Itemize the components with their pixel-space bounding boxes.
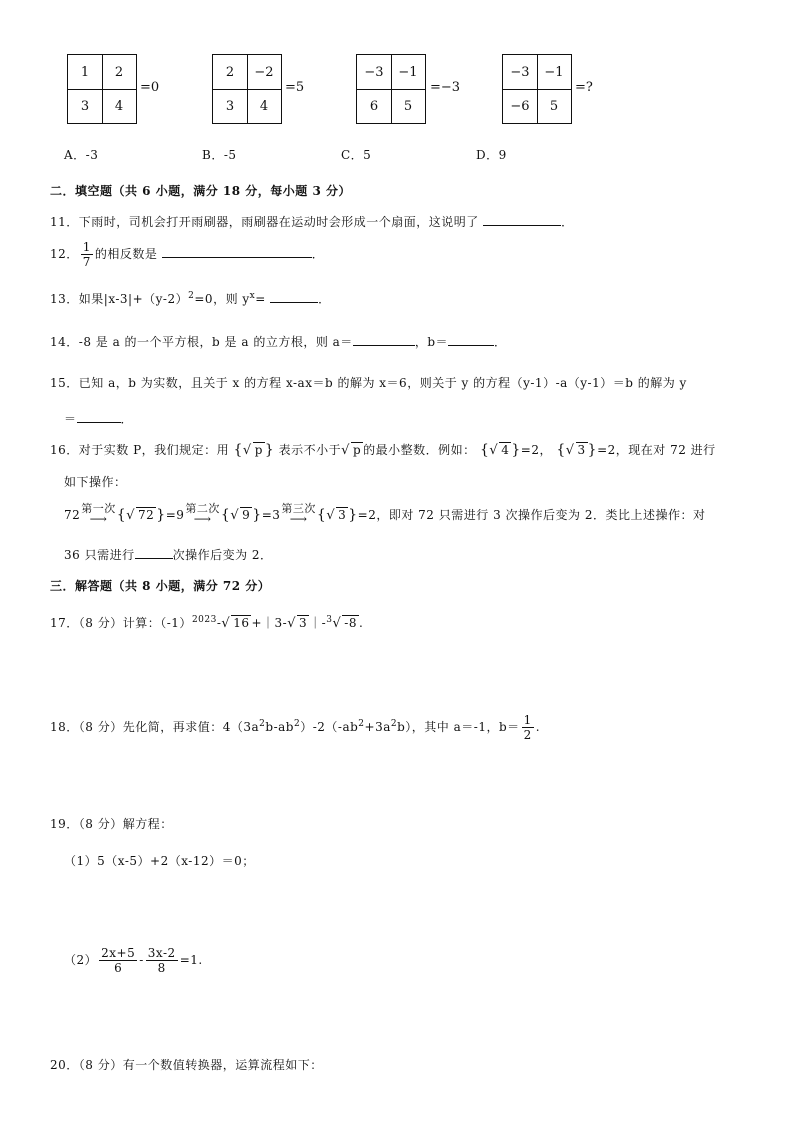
option-c: C．5 bbox=[341, 148, 372, 162]
grid-cell: 5 bbox=[403, 98, 413, 114]
q12-text: 的相反数是 bbox=[94, 247, 158, 261]
grid-cell: −1 bbox=[398, 64, 418, 80]
question-15-line-2: ＝ ． bbox=[64, 412, 134, 426]
question-19-title: 19．（8 分）解方程： bbox=[50, 817, 173, 831]
grid-result: =0 bbox=[140, 80, 160, 95]
grid-cell: −1 bbox=[544, 64, 564, 80]
grid-result: =? bbox=[575, 80, 593, 95]
fraction: $\frac{3x-2}{8}$ bbox=[147, 946, 176, 975]
q11-text: 11．下雨时，司机会打开雨刷器，雨刷器在运动时会形成一个扇面，这说明了 bbox=[50, 215, 479, 229]
fraction: $\frac{2x+5}{6}$ bbox=[101, 946, 136, 975]
question-18: 18．（8 分）先化简，再求值：$4(3a^2b-ab^2)-2(-ab^2+3a^2b)$，其中 a＝-1，b＝ $\frac{1}{2}$ . bbox=[50, 713, 541, 742]
question-15-line-1: 15．已知 a，b 为实数，且关于 x 的方程 x-ax＝b 的解为 x＝6，则关于 y 的方程（y-1）-a（y-1）＝b 的解为 y bbox=[50, 376, 687, 390]
grid-cell: 1 bbox=[80, 64, 90, 80]
question-11: 11．下雨时，司机会打开雨刷器，雨刷器在运动时会形成一个扇面，这说明了 ． bbox=[50, 215, 574, 229]
question-16-line-1: 16．对于实数 P，我们规定：用 {√ p } 表示不小于√ p 的最小整数．例如： {√ 4 }=2， {√ 3 }=2，现在对 72 进行 bbox=[50, 442, 716, 458]
answer-blank[interactable] bbox=[77, 410, 121, 423]
arrow-step-3: 第三次 ⟶ bbox=[281, 502, 316, 526]
grid-cell: 5 bbox=[549, 98, 559, 114]
question-19-part-1: （1）5（x-5）+2（x-12）＝0； bbox=[64, 854, 255, 868]
grid-result: =5 bbox=[285, 80, 305, 95]
grid-cell: 3 bbox=[80, 98, 90, 114]
section-2-heading: 二．填空题（共 6 小题，满分 18 分，每小题 3 分） bbox=[50, 184, 351, 198]
arrow-step-1: 第一次 ⟶ bbox=[81, 502, 116, 526]
question-17: 17．（8 分）计算：$(-1)^{2023}-√$ 16 +｜3-√ 3 ｜-$^3$√ -8 . bbox=[50, 615, 364, 631]
grid-cell: −6 bbox=[510, 98, 530, 114]
answer-blank[interactable] bbox=[483, 213, 561, 226]
grid-cell: −2 bbox=[254, 64, 274, 80]
grid-b bbox=[212, 54, 282, 124]
question-16-line-4: 36 只需进行 次操作后变为 2． bbox=[64, 548, 273, 562]
arrow-step-2: 第二次 ⟶ bbox=[185, 502, 220, 526]
question-16-line-3: 72 第一次 ⟶ {√ 72 }=9 第二次 ⟶ {√ 9 }=3 第三次 ⟶ {√ 3 }=2，即对 72 只需进行 3 次操作后变为 2．类比上述操作：对 bbox=[64, 502, 706, 526]
question-13: 13．如果$|x-3|+(y-2)^2=0$，则 $y^x=$ ． bbox=[50, 291, 331, 306]
answer-blank[interactable] bbox=[135, 546, 173, 559]
grid-cell: 2 bbox=[225, 64, 235, 80]
question-19-part-2: （2） $\frac{2x+5}{6}$ - $\frac{3x-2}{8}$ =1. bbox=[64, 946, 203, 975]
question-20: 20．（8 分）有一个数值转换器，运算流程如下： bbox=[50, 1058, 323, 1072]
grid-cell: 6 bbox=[369, 98, 379, 114]
grid-result: =−3 bbox=[430, 80, 461, 95]
grid-cell: 4 bbox=[114, 98, 124, 114]
grid-d bbox=[502, 54, 572, 124]
grid-cell: −3 bbox=[364, 64, 384, 80]
answer-blank[interactable] bbox=[162, 245, 312, 258]
section-3-heading: 三．解答题（共 8 小题，满分 72 分） bbox=[50, 579, 271, 593]
option-b: B．-5 bbox=[202, 148, 237, 162]
answer-blank[interactable] bbox=[270, 290, 318, 303]
grid-a bbox=[67, 54, 137, 124]
option-a: A．-3 bbox=[64, 148, 99, 162]
question-14: 14．-8 是 a 的一个平方根，b 是 a 的立方根，则 a＝ ，b＝ ． bbox=[50, 335, 507, 349]
grid-c bbox=[356, 54, 426, 124]
answer-blank-a[interactable] bbox=[353, 333, 415, 346]
grid-cell: 2 bbox=[114, 64, 124, 80]
option-d: D．9 bbox=[476, 148, 507, 162]
grid-cell: 3 bbox=[225, 98, 235, 114]
fraction: $\frac{1}{2}$ bbox=[523, 713, 532, 742]
grid-cell: −3 bbox=[510, 64, 530, 80]
question-12: 12． $\frac{1}{7}$ 的相反数是 ． bbox=[50, 240, 325, 269]
answer-blank-b[interactable] bbox=[448, 333, 494, 346]
question-16-line-2: 如下操作： bbox=[64, 475, 127, 489]
fraction: $\frac{1}{7}$ bbox=[82, 240, 91, 269]
grid-cell: 4 bbox=[259, 98, 269, 114]
q12-num: 12． bbox=[50, 247, 79, 261]
